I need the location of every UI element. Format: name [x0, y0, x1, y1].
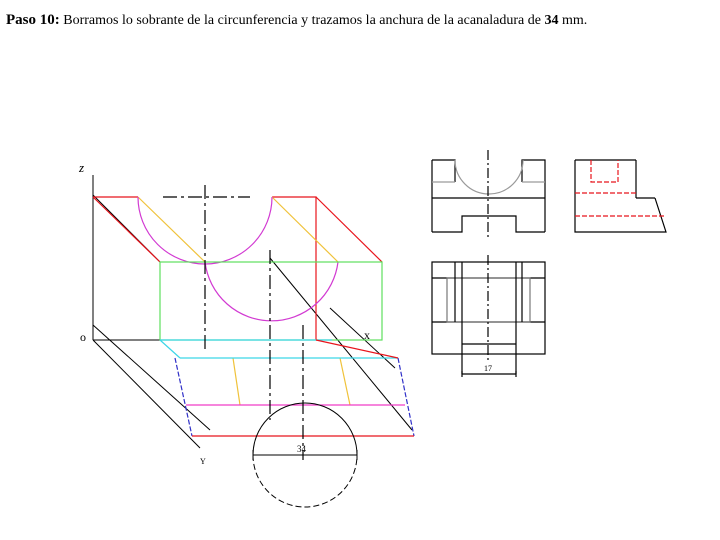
- x-axis-label: x: [364, 328, 370, 342]
- construction-lines: [93, 195, 412, 430]
- middle-block: [160, 262, 382, 340]
- step-colon: :: [54, 12, 60, 28]
- top-yellow-lines: [138, 197, 350, 405]
- z-axis-label: z: [79, 160, 85, 175]
- dim-17-label: 17: [484, 364, 492, 373]
- dim-34-label: 34: [297, 444, 306, 454]
- caption-unit: mm.: [561, 13, 588, 28]
- y-axis-label: Y: [200, 457, 206, 466]
- base-plate-sides: [175, 358, 414, 436]
- front-elevation: [432, 150, 545, 240]
- y-axis: [93, 340, 200, 448]
- plan-view: [432, 255, 545, 377]
- step-label: Paso 10: [6, 12, 55, 28]
- caption-text: Borramos lo sobrante de la circunferencia y trazamos la anchura de la acanaladura de: [63, 13, 541, 28]
- origin-label: o: [80, 330, 86, 344]
- base-plate-top: [160, 340, 398, 358]
- semicircle-groove: [138, 197, 338, 321]
- caption-number: 34: [544, 13, 559, 28]
- side-elevation: [575, 160, 666, 232]
- center-lines: [163, 185, 303, 460]
- back-top-face: [93, 197, 382, 340]
